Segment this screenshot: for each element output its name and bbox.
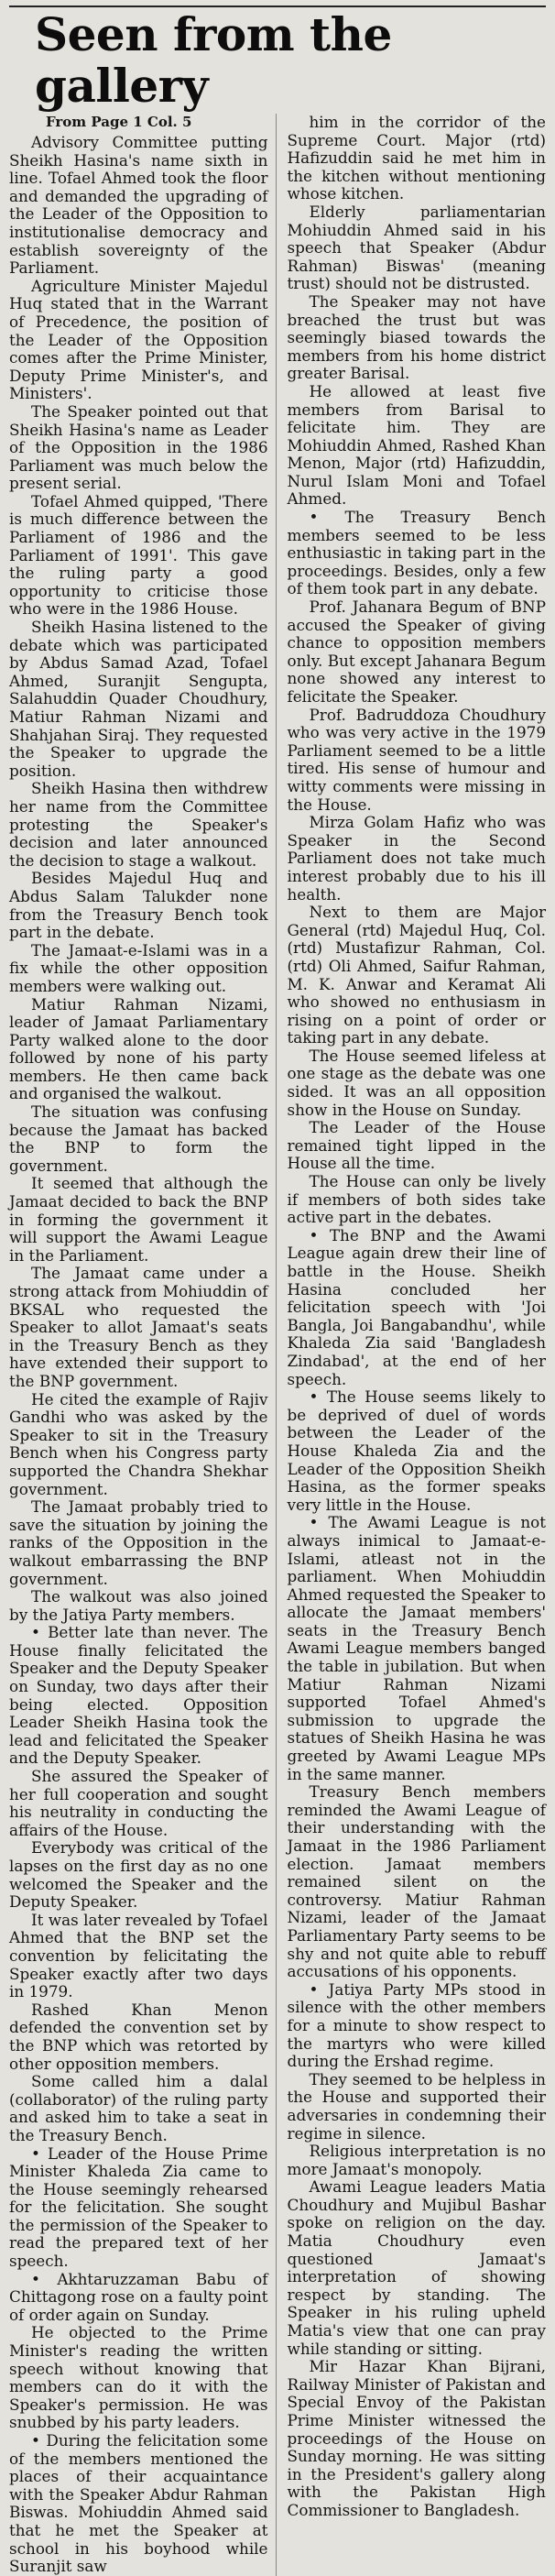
article-paragraph: Sheikh Hasina listened to the debate which was participated by Abdus Samad Azad, Tofael Ahmed, Suranjit Sengupta, Salahuddin Quader Choudhury, Matiur Rahman Nizami and Shahjahan Siraj. They requested the Speaker to upgrade the position. — [9, 618, 268, 780]
article-paragraph: • Akhtaruzzaman Babu of Chittagong rose on a faulty point of order again on Sunday. — [9, 2269, 268, 2324]
article-paragraph: She assured the Speaker of her full cooperation and sought his neutrality in conducting the affairs of the House. — [9, 1767, 268, 1839]
article-paragraph: Matiur Rahman Nizami, leader of Jamaat Parliamentary Party walked alone to the door followed by none of his party members. He then came back and organised the walkout. — [9, 994, 268, 1103]
article-paragraph: The Speaker pointed out that Sheikh Hasina's name as Leader of the Opposition in the 1986 Parliament was much below the present serial. — [9, 401, 268, 493]
article-paragraph: him in the corridor of the Supreme Court. Major (rtd) Hafizuddin said he met him in the kitchen without mentioning whose kitchen. — [287, 113, 546, 203]
article-paragraph: Some called him a dalal (collaborator) of the ruling party and asked him to take a seat in the Treasury Bench. — [9, 2072, 268, 2144]
article-paragraph: The Jamaat-e-Islami was in a fix while the other opposition members were walking out. — [9, 940, 268, 995]
article-paragraph: Sheikh Hasina then withdrew her name from the Committee protesting the Speaker's decision and later announced the decision to stage a walkout. — [9, 779, 268, 870]
article-paragraph: Prof. Badruddoza Choudhury who was very active in the 1979 Parliament seemed to be a little tired. His sense of humour and witty comments were missing in the House. — [287, 705, 546, 814]
article-paragraph: They seemed to be helpless in the House and supported their adversaries in condemning their regime in silence. — [287, 2069, 546, 2143]
article-paragraph: Treasury Bench members reminded the Awami League of their understanding with the Jamaat in the 1986 Parliament election. Jamaat members remained silent on the controversy. Matiur Rahman Nizami, leader of the Jamaat Parliamentary Party seems to be shy and not quite able to rebuff accusations of his opponents. — [287, 1782, 546, 1981]
article-paragraph: The House can only be lively if members of both sides take active part in the debates. — [287, 1172, 546, 1227]
continued-from-line: From Page 1 Col. 5 — [46, 114, 192, 130]
article-paragraph: • Better late than never. The House finally felicitated the Speaker and the Deputy Speaker on Sunday, two days after their being elected. Opposition Leader Sheikh Hasina took the lead and felicitated the Speaker and the Deputy Speaker. — [9, 1623, 268, 1768]
article-paragraph: • During the felicitation some of the members mentioned the places of their acquaintance with the Speaker Abdur Rahman Biswas. Mohiuddin Ahmed said that he met the Speaker at school in his boyhood while Suranjit saw — [9, 2431, 268, 2576]
article-paragraph: Tofael Ahmed quipped, 'There is much difference between the Parliament of 1986 and the Parliament of 1991'. This gave the ruling party a good opportunity to criticise those who were in the 1986 House. — [9, 491, 268, 619]
article-paragraph: Prof. Jahanara Begum of BNP accused the Speaker of giving chance to opposition members only. But except Jahanara Begum none showed any interest to felicitate the Speaker. — [287, 597, 546, 706]
article-paragraph: The Speaker may not have breached the trust but was seemingly biased towards the members from his home district greater Barisal. — [287, 291, 546, 383]
article-paragraph: Mirza Golam Hafiz who was Speaker in the Second Parliament does not take much interest probably due to his ill health. — [287, 813, 546, 904]
article-paragraph: Advisory Committee putting Sheikh Hasina's name sixth in line. Tofael Ahmed took the floor and demanded the upgrading of the Leader of the Opposition to institutionalise democracy and establish sovereignty of the Parliament. — [9, 133, 268, 278]
article-paragraph: He cited the example of Rajiv Gandhi who was asked by the Speaker to sit in the Treasury Bench when his Congress party supported the Chandra Shekhar government. — [9, 1389, 268, 1498]
left-column — [9, 114, 277, 2576]
article-paragraph: • The Awami League is not always inimical to Jamaat-e-Islami, atleast not in the parliament. When Mohiuddin Ahmed requested the Speaker to allocate the Jamaat members' seats in the Treasury Bench Awami League members banged the table in jubilation. But when Matiur Rahman Nizami supported Tofael Ahmed's submission to upgrade the statues of Sheikh Hasina he was greeted by Awami League MPs in the same manner. — [287, 1513, 546, 1783]
article-paragraph: • The Treasury Bench members seemed to be less enthusiastic in taking part in the proceedings. Besides, only a few of them took part in any debate. — [287, 508, 546, 598]
right-column — [288, 114, 547, 2576]
article-paragraph: Rashed Khan Menon defended the convention set by the BNP which was retorted by other opposition members. — [9, 2000, 268, 2073]
article-paragraph: The walkout was also joined by the Jatiya Party members. — [9, 1587, 268, 1624]
article-paragraph: Besides Majedul Huq and Abdus Salam Talukder none from the Treasury Bench took part in the debate. — [9, 869, 268, 942]
article-paragraph: Agriculture Minister Majedul Huq stated that in the Warrant of Precedence, the position of the Leader of the Opposition comes after the Prime Minister, Deputy Prime Minister's, and Ministers'. — [9, 276, 268, 403]
article-paragraph: Everybody was critical of the lapses on the first day as no one welcomed the Speaker and the Deputy Speaker. — [9, 1838, 268, 1912]
headline: Seen from the gallery — [35, 7, 392, 113]
article-paragraph: Elderly parliamentarian Mohiuddin Ahmed said in his speech that Speaker (Abdur Rahman) Biswas' (meaning trust) should not be distrusted. — [287, 202, 546, 293]
article-paragraph: Next to them are Major General (rtd) Majedul Huq, Col. (rtd) Mustafizur Rahman, Col. (rtd) Oli Ahmed, Saifur Rahman, M. K. Anwar and Keramat Ali who showed no enthusiasm in rising on a point of order or taking part in any debate. — [287, 903, 546, 1047]
article-paragraph: The House seemed lifeless at one stage as the debate was one sided. It was an all opposition show in the House on Sunday. — [287, 1046, 546, 1119]
article-paragraph: It seemed that although the Jamaat decided to back the BNP in forming the government it will support the Awami League in the Parliament. — [9, 1174, 268, 1265]
article-paragraph: The Jamaat came under a strong attack from Mohiuddin of BKSAL who requested the Speaker to allot Jamaat's seats in the Treasury Bench as they have extended their support to the BNP government. — [9, 1264, 268, 1390]
article-body — [9, 114, 546, 2576]
article-paragraph: • The House seems likely to be deprived of duel of words between the Leader of the House Khaleda Zia and the Leader of the Opposition Sheikh Hasina, as the former speaks very little in the House. — [287, 1387, 546, 1514]
article-paragraph: Mir Hazar Khan Bijrani, Railway Minister of Pakistan and Special Envoy of the Pakistan Prime Minister witnessed the proceedings of the House on Sunday morning. He was sitting in the President's gallery along with the Pakistan High Commissioner to Bangladesh. — [287, 2357, 546, 2519]
article-paragraph: It was later revealed by Tofael Ahmed that the BNP set the convention by felicitating the Speaker exactly after two days in 1979. — [9, 1910, 268, 2001]
article-paragraph: Religious interpretation is no more Jamaat's monopoly. — [287, 2142, 546, 2178]
article-paragraph: • The BNP and the Awami League again drew their line of battle in the House. Sheikh Hasina concluded her felicitation speech with 'Joi Bangla, Joi Bangabandhu', while Khaleda Zia said 'Bangladesh Zindabad', at the end of her speech. — [287, 1225, 546, 1388]
article-paragraph: Awami League leaders Matia Choudhury and Mujibul Bashar spoke on religion on the day. Matia Choudhury even questioned Jamaat's interpretation of showing respect by standing. The Speaker in his ruling upheld Matia's view that one can pray while standing or sitting. — [287, 2177, 546, 2358]
article-paragraph: • Leader of the House Prime Minister Khaleda Zia came to the House seemingly rehearsed for the felicitation. She sought the permission of the Speaker to read the prepared text of her speech. — [9, 2143, 268, 2271]
article-paragraph: • Jatiya Party MPs stood in silence with the other members for a minute to show respect to the martyrs who were killed during the Ershad regime. — [287, 1979, 546, 2071]
article-paragraph: He allowed at least five members from Barisal to felicitate him. They are Mohiuddin Ahmed, Rashed Khan Menon, Major (rtd) Hafizuddin, Nurul Islam Moni and Tofael Ahmed. — [287, 381, 546, 509]
article-paragraph: The Leader of the House remained tight lipped in the House all the time. — [287, 1118, 546, 1173]
article-paragraph: The situation was confusing because the Jamaat has backed the BNP to form the government. — [9, 1102, 268, 1175]
article-paragraph: The Jamaat probably tried to save the situation by joining the ranks of the Opposition in the walkout embarrassing the BNP government. — [9, 1497, 268, 1588]
article-paragraph: He objected to the Prime Minister's reading the written speech without knowing that members can do it with the Speaker's permission. He was snubbed by his party leaders. — [9, 2323, 268, 2432]
